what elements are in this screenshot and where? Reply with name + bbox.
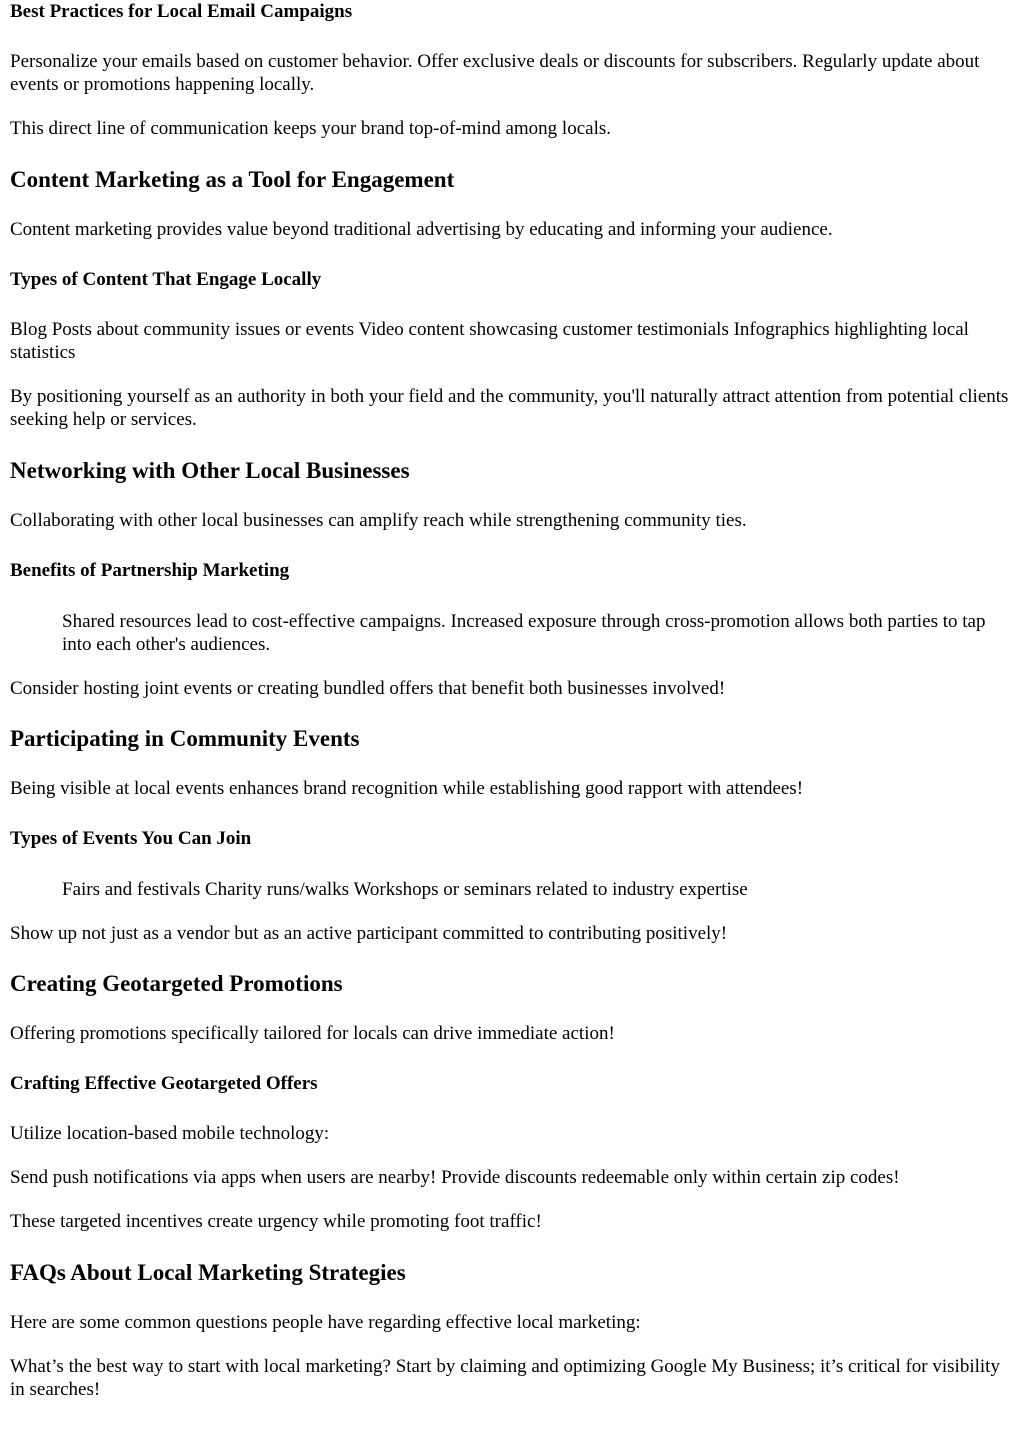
paragraph-geotargeted-technology: Utilize location-based mobile technology: <box>10 1123 330 1144</box>
section-heading-email-campaigns: Best Practices for Local Email Campaigns <box>10 1 353 22</box>
section-heading-content-marketing: Content Marketing as a Tool for Engagement <box>10 167 455 192</box>
section-heading-faqs: FAQs About Local Marketing Strategies <box>10 1260 406 1285</box>
paragraph-geotargeted-intro: Offering promotions specifically tailored for locals can drive immediate action! <box>10 1023 615 1044</box>
paragraph-geotargeted-summary: These targeted incentives create urgency while promoting foot traffic! <box>10 1211 542 1232</box>
blockquote-event-types: Fairs and festivals Charity runs/walks Workshops or seminars related to industry expertise <box>62 879 748 900</box>
paragraph-faq-answer: What’s the best way to start with local marketing? Start by claiming and optimizing Google My Business; it’s critical for visibility in searches! <box>10 1356 1000 1400</box>
paragraph-events-intro: Being visible at local events enhances brand recognition while establishing good rapport with attendees! <box>10 778 804 799</box>
section-heading-community-events: Participating in Community Events <box>10 726 360 751</box>
paragraph-networking-joint-events: Consider hosting joint events or creating bundled offers that benefit both businesses involved! <box>10 678 726 699</box>
paragraph-content-types: Blog Posts about community issues or events Video content showcasing customer testimonials Infographics highlighting local statistics <box>10 319 969 363</box>
paragraph-faqs-intro: Here are some common questions people have regarding effective local marketing: <box>10 1312 641 1333</box>
subheading-event-types: Types of Events You Can Join <box>10 828 252 849</box>
section-heading-geotargeted: Creating Geotargeted Promotions <box>10 971 343 996</box>
paragraph-geotargeted-tactics: Send push notifications via apps when users are nearby! Provide discounts redeemable only within certain zip codes! <box>10 1167 900 1188</box>
paragraph-events-participate: Show up not just as a vendor but as an active participant committed to contributing positively! <box>10 923 728 944</box>
subheading-partnership-benefits: Benefits of Partnership Marketing <box>10 560 290 581</box>
blockquote-partnership-benefits: Shared resources lead to cost-effective campaigns. Increased exposure through cross-promotion allows both parties to tap into each other's audiences. <box>62 611 986 655</box>
paragraph-content-authority: By positioning yourself as an authority in both your field and the community, you'll naturally attract attention from potential clients seeking help or services. <box>10 386 1009 430</box>
subheading-content-types: Types of Content That Engage Locally <box>10 269 322 290</box>
paragraph-content-intro: Content marketing provides value beyond traditional advertising by educating and informing your audience. <box>10 219 833 240</box>
section-heading-networking: Networking with Other Local Businesses <box>10 458 410 483</box>
paragraph-email-tips: Personalize your emails based on customer behavior. Offer exclusive deals or discounts for subscribers. Regularly update about events or promotions happening locally. <box>10 51 980 95</box>
paragraph-email-summary: This direct line of communication keeps your brand top-of-mind among locals. <box>10 118 611 139</box>
subheading-geotargeted-offers: Crafting Effective Geotargeted Offers <box>10 1073 318 1094</box>
paragraph-networking-intro: Collaborating with other local businesses can amplify reach while strengthening community ties. <box>10 510 747 531</box>
